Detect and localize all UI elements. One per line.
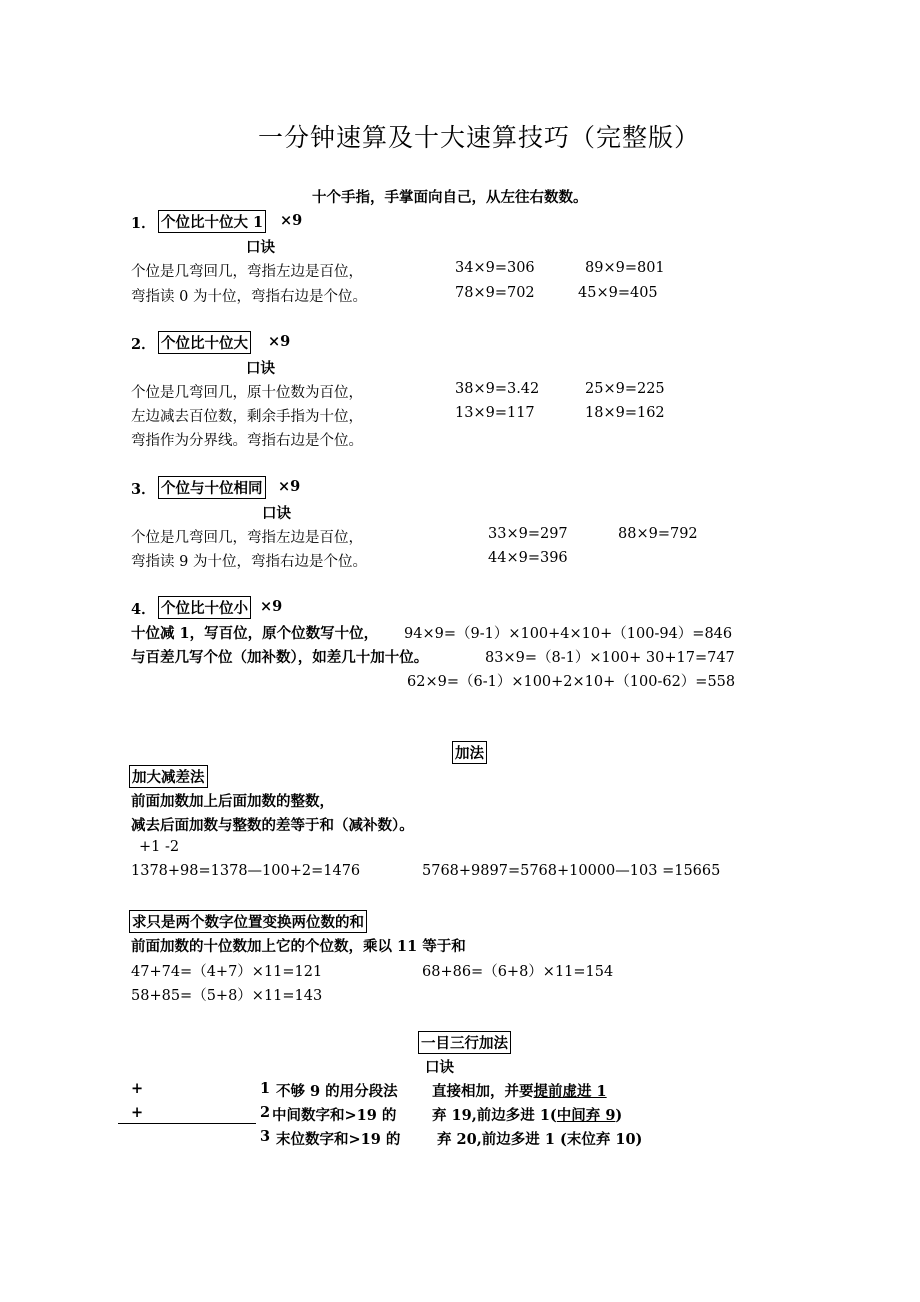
section-number: 2． [131, 336, 156, 353]
times-nine: ×9 [268, 333, 291, 350]
page-title: 一分钟速算及十大速算技巧（完整版） [258, 123, 701, 152]
section-number: 4． [131, 601, 156, 618]
example: 34×9=306 [455, 260, 535, 276]
rule-box: 个位与十位相同 [158, 476, 266, 499]
section-number: 1． [131, 215, 156, 232]
example: 44×9=396 [488, 550, 568, 566]
rhyme-line: 左边减去百位数，剩余手指为十位， [131, 409, 363, 425]
method-line: 减去后面加数与整数的差等于和（减补数）。 [131, 817, 414, 834]
rhyme-line: 个位是几弯回几，弯指左边是百位， [131, 264, 363, 280]
example: 5768+9897=5768+10000—103 =15665 [422, 863, 721, 879]
example: 68+86=（6+8）×11=154 [422, 964, 614, 980]
rule-number: 3 [260, 1128, 271, 1145]
example: 94×9=（9-1）×100+4×10+（100-94）=846 [404, 626, 733, 642]
rule-box: 个位比十位小 [158, 596, 251, 619]
example: 88×9=792 [618, 526, 698, 542]
method-box: 求只是两个数字位置变换两位数的和 [129, 910, 367, 933]
example: 83×9=（8-1）×100+ 30+17=747 [485, 650, 735, 666]
rule-number: 2 [260, 1104, 271, 1121]
section-number: 3． [131, 481, 156, 498]
times-nine: ×9 [278, 478, 301, 495]
rhyme-line: 弯指读 0 为十位，弯指右边是个位。 [131, 289, 367, 305]
example: 47+74=（4+7）×11=121 [131, 964, 323, 980]
plus-sign: + [131, 1080, 144, 1097]
example: 13×9=117 [455, 405, 535, 421]
rule-box: 个位比十位大 [158, 331, 251, 354]
rule-action: 弃 20,前边多进 1 (末位弃 10) [437, 1131, 643, 1148]
times-nine: ×9 [260, 598, 283, 615]
method-box: 加大减差法 [129, 765, 208, 788]
example: 78×9=702 [455, 285, 535, 301]
rule-condition: 末位数字和>19 的 [276, 1131, 401, 1148]
carry-marks: +1 -2 [139, 839, 180, 855]
rule-condition: 中间数字和>19 的 [272, 1107, 397, 1124]
addition-heading: 加法 [452, 741, 487, 764]
rule-line: 与百差几写个位（加补数），如差几十加十位。 [131, 649, 429, 666]
example: 38×9=3.42 [455, 381, 540, 397]
rhyme-line: 个位是几弯回几，原十位数为百位， [131, 385, 363, 401]
rule-action: 直接相加，并要提前虚进 1 [432, 1083, 607, 1100]
rule-box: 个位比十位大 1 [158, 210, 266, 233]
rule-line: 十位减 1，写百位，原个位数写十位， [131, 625, 379, 642]
example: 33×9=297 [488, 526, 568, 542]
example: 62×9=（6-1）×100+2×10+（100-62）=558 [407, 674, 736, 690]
rule-condition: 不够 9 的用分段法 [276, 1083, 398, 1100]
plus-sign: + [131, 1104, 144, 1121]
example: 18×9=162 [585, 405, 665, 421]
rule-action: 弃 19,前边多进 1(中间弃 9) [432, 1107, 623, 1124]
example: 45×9=405 [578, 285, 658, 301]
example: 1378+98=1378—100+2=1476 [131, 863, 361, 879]
rhyme-line: 弯指读 9 为十位，弯指右边是个位。 [131, 554, 367, 570]
rule-number: 1 [260, 1080, 271, 1097]
koujue-label: 口诀 [425, 1059, 454, 1076]
koujue-label: 口诀 [262, 505, 291, 522]
times-nine: ×9 [280, 212, 303, 229]
example: 58+85=（5+8）×11=143 [131, 988, 323, 1004]
intro-text: 十个手指，手掌面向自己，从左往右数数。 [312, 189, 588, 206]
koujue-label: 口诀 [246, 360, 275, 377]
rhyme-line: 弯指作为分界线。弯指右边是个位。 [131, 433, 363, 449]
example: 25×9=225 [585, 381, 665, 397]
method-box: 一目三行加法 [418, 1031, 511, 1054]
example: 89×9=801 [585, 260, 665, 276]
sum-rule [118, 1123, 256, 1124]
method-line: 前面加数加上后面加数的整数， [131, 793, 334, 810]
koujue-label: 口诀 [246, 239, 275, 256]
method-line: 前面加数的十位数加上它的个位数，乘以 11 等于和 [131, 938, 466, 955]
rhyme-line: 个位是几弯回几，弯指左边是百位， [131, 530, 363, 546]
